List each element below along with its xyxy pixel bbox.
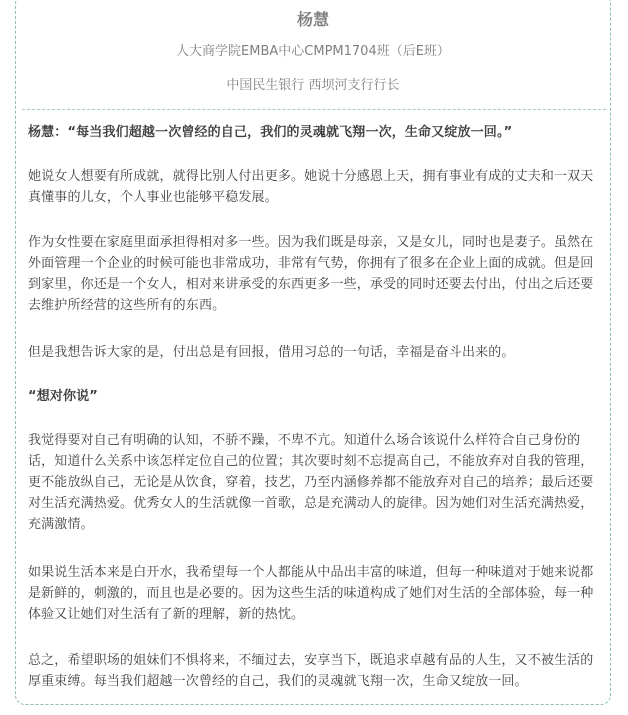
person-name: 杨慧 <box>296 10 329 29</box>
paragraph-3: 但是我想告诉大家的是，付出总是有回报，借用习总的一句话，幸福是奋斗出来的。 <box>28 345 515 360</box>
paragraph-1: 她说女人想要有所成就，就得比别人付出更多。她说十分感恩上天，拥有事业有成的丈夫和一双天真懂事的儿女，个人事业也能够平稳发展。 <box>28 169 594 205</box>
class-info: 人大商学院EMBA中心CMPM1704班（后E班） <box>176 44 450 59</box>
quote-line: 杨慧：“每当我们超越一次曾经的自己，我们的灵魂就飞翔一次，生命又绽放一回。” <box>28 125 513 140</box>
section-divider <box>22 109 606 110</box>
subheading: “想对你说” <box>28 389 98 404</box>
paragraph-6: 总之，希望职场的姐妹们不惧将来，不缅过去，安享当下，既追求卓越有品的人生，又不被生活的厚重束缚。每当我们超越一次曾经的自己，我们的灵魂就飞翔一次，生命又绽放一回。 <box>28 653 594 689</box>
paragraph-5: 如果说生活本来是白开水，我希望每一个人都能从中品出丰富的味道，但每一种味道对于她来说都是新鲜的，刺激的，而且也是必要的。因为这些生活的味道构成了她们对生活的全部体验，每一种体验又让她们对生活有了新的理解，新的热忱。 <box>28 565 594 622</box>
paragraph-4: 我觉得要对自己有明确的认知，不骄不躁，不卑不亢。知道什么场合该说什么样符合自己身份的话，知道什么关系中该怎样定位自己的位置；其次要时刻不忘提高自己，不能放弃对自我的管理，更不能放纵自己，无论是从饮食，穿着，技艺，乃至内涵修养都不能放弃对自己的培养；最后还要对生活充满热爱。优秀女人的生活就像一首歌，总是充满动人的旋律。因为她们对生活充满热爱，充满激情。 <box>28 433 594 532</box>
paragraph-2: 作为女性要在家庭里面承担得相对多一些。因为我们既是母亲，又是女儿，同时也是妻子。虽然在外面管理一个企业的时候可能也非常成功，非常有气势，你拥有了很多在企业上面的成就。但是回到家里，你还是一个女人，相对来讲承受的东西更多一些，承受的同时还要去付出，付出之后还要去维护所经营的这些所有的东西。 <box>28 235 594 313</box>
job-position: 中国民生银行 西坝河支行行长 <box>226 78 400 93</box>
